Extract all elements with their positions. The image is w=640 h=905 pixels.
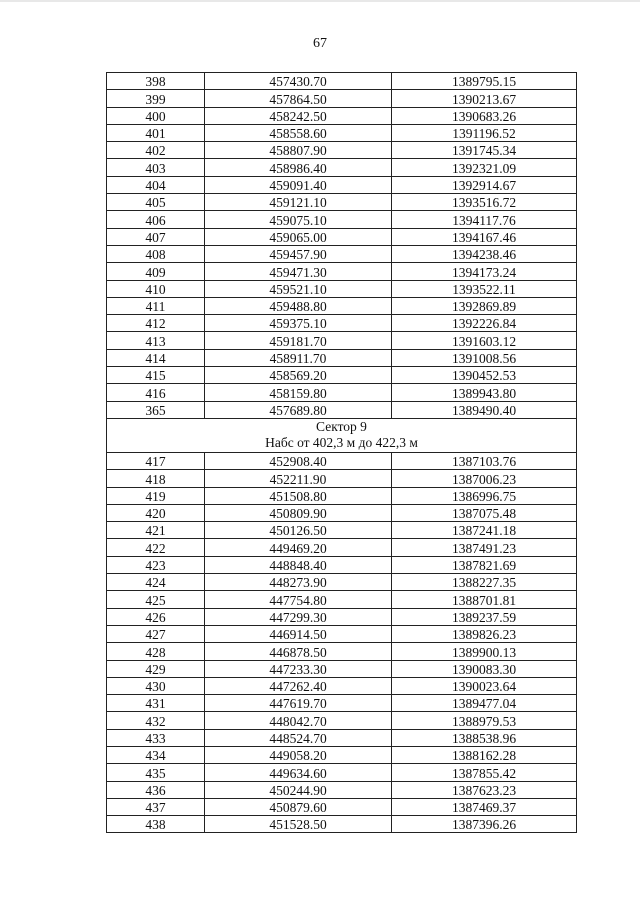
y-coordinate-cell: 1387075.48 — [392, 504, 577, 521]
x-coordinate-cell: 458159.80 — [205, 384, 392, 401]
table-row — [107, 487, 577, 504]
y-coordinate-cell: 1389943.80 — [392, 384, 577, 401]
x-coordinate-cell: 452211.90 — [205, 470, 392, 487]
table-row — [107, 367, 577, 384]
y-coordinate-cell: 1386996.75 — [392, 487, 577, 504]
y-coordinate-cell: 1387241.18 — [392, 522, 577, 539]
x-coordinate-cell: 450126.50 — [205, 522, 392, 539]
y-coordinate-cell: 1387855.42 — [392, 764, 577, 781]
table-row — [107, 556, 577, 573]
y-coordinate-cell: 1391603.12 — [392, 332, 577, 349]
x-coordinate-cell: 447262.40 — [205, 677, 392, 694]
table-row — [107, 522, 577, 539]
point-number-cell: 404 — [107, 176, 205, 193]
table-row — [107, 643, 577, 660]
table-row — [107, 816, 577, 833]
point-number-cell: 432 — [107, 712, 205, 729]
y-coordinate-cell: 1388162.28 — [392, 746, 577, 763]
table-row — [107, 107, 577, 124]
x-coordinate-cell: 450879.60 — [205, 798, 392, 815]
table-row — [107, 297, 577, 314]
point-number-cell: 401 — [107, 124, 205, 141]
table-row — [107, 591, 577, 608]
point-number-cell: 426 — [107, 608, 205, 625]
point-number-cell: 400 — [107, 107, 205, 124]
point-number-cell: 411 — [107, 297, 205, 314]
y-coordinate-cell: 1389826.23 — [392, 625, 577, 642]
x-coordinate-cell: 459457.90 — [205, 245, 392, 262]
table-row — [107, 660, 577, 677]
y-coordinate-cell: 1390452.53 — [392, 367, 577, 384]
point-number-cell: 428 — [107, 643, 205, 660]
x-coordinate-cell: 449058.20 — [205, 746, 392, 763]
table-row — [107, 211, 577, 228]
table-row — [107, 384, 577, 401]
table-row — [107, 470, 577, 487]
table-row — [107, 401, 577, 418]
table-section-bottom — [107, 452, 577, 833]
x-coordinate-cell: 458986.40 — [205, 159, 392, 176]
point-number-cell: 409 — [107, 263, 205, 280]
point-number-cell: 427 — [107, 625, 205, 642]
y-coordinate-cell: 1389795.15 — [392, 73, 577, 90]
point-number-cell: 416 — [107, 384, 205, 401]
table-row — [107, 245, 577, 262]
point-number-cell: 423 — [107, 556, 205, 573]
point-number-cell: 403 — [107, 159, 205, 176]
x-coordinate-cell: 450244.90 — [205, 781, 392, 798]
table-row — [107, 142, 577, 159]
point-number-cell: 414 — [107, 349, 205, 366]
y-coordinate-cell: 1387821.69 — [392, 556, 577, 573]
y-coordinate-cell: 1393522.11 — [392, 280, 577, 297]
table-row — [107, 349, 577, 366]
x-coordinate-cell: 449469.20 — [205, 539, 392, 556]
y-coordinate-cell: 1392321.09 — [392, 159, 577, 176]
coordinates-table — [106, 72, 577, 833]
table-row — [107, 90, 577, 107]
table-row — [107, 781, 577, 798]
table-row — [107, 729, 577, 746]
point-number-cell: 420 — [107, 504, 205, 521]
x-coordinate-cell: 459065.00 — [205, 228, 392, 245]
y-coordinate-cell: 1390023.64 — [392, 677, 577, 694]
y-coordinate-cell: 1390083.30 — [392, 660, 577, 677]
point-number-cell: 417 — [107, 452, 205, 469]
x-coordinate-cell: 459091.40 — [205, 176, 392, 193]
point-number-cell: 435 — [107, 764, 205, 781]
sector-subtitle: Набс от 402,3 м до 422,3 м — [265, 435, 418, 451]
x-coordinate-cell: 449634.60 — [205, 764, 392, 781]
point-number-cell: 433 — [107, 729, 205, 746]
coordinates-table-container — [106, 72, 576, 833]
x-coordinate-cell: 459181.70 — [205, 332, 392, 349]
point-number-cell: 425 — [107, 591, 205, 608]
table-row — [107, 625, 577, 642]
table-row — [107, 539, 577, 556]
point-number-cell: 418 — [107, 470, 205, 487]
y-coordinate-cell: 1392914.67 — [392, 176, 577, 193]
point-number-cell: 429 — [107, 660, 205, 677]
y-coordinate-cell: 1388979.53 — [392, 712, 577, 729]
x-coordinate-cell: 459121.10 — [205, 194, 392, 211]
y-coordinate-cell: 1394238.46 — [392, 245, 577, 262]
point-number-cell: 437 — [107, 798, 205, 815]
table-row — [107, 764, 577, 781]
point-number-cell: 413 — [107, 332, 205, 349]
x-coordinate-cell: 447754.80 — [205, 591, 392, 608]
point-number-cell: 405 — [107, 194, 205, 211]
point-number-cell: 419 — [107, 487, 205, 504]
y-coordinate-cell: 1388701.81 — [392, 591, 577, 608]
y-coordinate-cell: 1387623.23 — [392, 781, 577, 798]
point-number-cell: 406 — [107, 211, 205, 228]
point-number-cell: 434 — [107, 746, 205, 763]
x-coordinate-cell: 446878.50 — [205, 643, 392, 660]
y-coordinate-cell: 1387103.76 — [392, 452, 577, 469]
x-coordinate-cell: 458558.60 — [205, 124, 392, 141]
sector-header-row — [107, 418, 577, 452]
y-coordinate-cell: 1394167.46 — [392, 228, 577, 245]
y-coordinate-cell: 1390213.67 — [392, 90, 577, 107]
y-coordinate-cell: 1387396.26 — [392, 816, 577, 833]
table-row — [107, 176, 577, 193]
x-coordinate-cell: 448273.90 — [205, 574, 392, 591]
point-number-cell: 407 — [107, 228, 205, 245]
point-number-cell: 402 — [107, 142, 205, 159]
x-coordinate-cell: 459375.10 — [205, 315, 392, 332]
table-row — [107, 677, 577, 694]
x-coordinate-cell: 447233.30 — [205, 660, 392, 677]
x-coordinate-cell: 450809.90 — [205, 504, 392, 521]
point-number-cell: 398 — [107, 73, 205, 90]
table-row — [107, 159, 577, 176]
x-coordinate-cell: 452908.40 — [205, 452, 392, 469]
y-coordinate-cell: 1389900.13 — [392, 643, 577, 660]
y-coordinate-cell: 1387006.23 — [392, 470, 577, 487]
x-coordinate-cell: 459075.10 — [205, 211, 392, 228]
x-coordinate-cell: 458911.70 — [205, 349, 392, 366]
point-number-cell: 431 — [107, 695, 205, 712]
point-number-cell: 415 — [107, 367, 205, 384]
sector-header-cell — [107, 418, 577, 452]
x-coordinate-cell: 459521.10 — [205, 280, 392, 297]
y-coordinate-cell: 1394117.76 — [392, 211, 577, 228]
x-coordinate-cell: 447619.70 — [205, 695, 392, 712]
y-coordinate-cell: 1388227.35 — [392, 574, 577, 591]
y-coordinate-cell: 1392226.84 — [392, 315, 577, 332]
y-coordinate-cell: 1387491.23 — [392, 539, 577, 556]
x-coordinate-cell: 458569.20 — [205, 367, 392, 384]
y-coordinate-cell: 1387469.37 — [392, 798, 577, 815]
x-coordinate-cell: 448848.40 — [205, 556, 392, 573]
y-coordinate-cell: 1391745.34 — [392, 142, 577, 159]
y-coordinate-cell: 1390683.26 — [392, 107, 577, 124]
x-coordinate-cell: 448042.70 — [205, 712, 392, 729]
table-section-top — [107, 73, 577, 419]
point-number-cell: 438 — [107, 816, 205, 833]
point-number-cell: 408 — [107, 245, 205, 262]
x-coordinate-cell: 451508.80 — [205, 487, 392, 504]
table-row — [107, 124, 577, 141]
table-row — [107, 798, 577, 815]
y-coordinate-cell: 1389490.40 — [392, 401, 577, 418]
table-row — [107, 194, 577, 211]
point-number-cell: 422 — [107, 539, 205, 556]
x-coordinate-cell: 457864.50 — [205, 90, 392, 107]
point-number-cell: 412 — [107, 315, 205, 332]
y-coordinate-cell: 1389237.59 — [392, 608, 577, 625]
table-row — [107, 263, 577, 280]
point-number-cell: 430 — [107, 677, 205, 694]
point-number-cell: 399 — [107, 90, 205, 107]
scan-edge-line — [0, 0, 640, 2]
table-row — [107, 746, 577, 763]
y-coordinate-cell: 1391008.56 — [392, 349, 577, 366]
x-coordinate-cell: 458807.90 — [205, 142, 392, 159]
x-coordinate-cell: 451528.50 — [205, 816, 392, 833]
x-coordinate-cell: 448524.70 — [205, 729, 392, 746]
point-number-cell: 410 — [107, 280, 205, 297]
point-number-cell: 424 — [107, 574, 205, 591]
y-coordinate-cell: 1391196.52 — [392, 124, 577, 141]
table-row — [107, 574, 577, 591]
y-coordinate-cell: 1392869.89 — [392, 297, 577, 314]
x-coordinate-cell: 459471.30 — [205, 263, 392, 280]
y-coordinate-cell: 1389477.04 — [392, 695, 577, 712]
table-row — [107, 228, 577, 245]
point-number-cell: 365 — [107, 401, 205, 418]
table-row — [107, 504, 577, 521]
x-coordinate-cell: 457430.70 — [205, 73, 392, 90]
table-row — [107, 73, 577, 90]
x-coordinate-cell: 459488.80 — [205, 297, 392, 314]
y-coordinate-cell: 1394173.24 — [392, 263, 577, 280]
y-coordinate-cell: 1388538.96 — [392, 729, 577, 746]
sector-title: Сектор 9 — [316, 419, 367, 435]
x-coordinate-cell: 457689.80 — [205, 401, 392, 418]
x-coordinate-cell: 447299.30 — [205, 608, 392, 625]
point-number-cell: 421 — [107, 522, 205, 539]
table-row — [107, 332, 577, 349]
table-row — [107, 695, 577, 712]
table-row — [107, 712, 577, 729]
point-number-cell: 436 — [107, 781, 205, 798]
table-row — [107, 280, 577, 297]
table-row — [107, 315, 577, 332]
sector-header-section — [107, 418, 577, 452]
table-row — [107, 452, 577, 469]
x-coordinate-cell: 458242.50 — [205, 107, 392, 124]
page-number: 67 — [313, 36, 327, 51]
x-coordinate-cell: 446914.50 — [205, 625, 392, 642]
table-row — [107, 608, 577, 625]
y-coordinate-cell: 1393516.72 — [392, 194, 577, 211]
